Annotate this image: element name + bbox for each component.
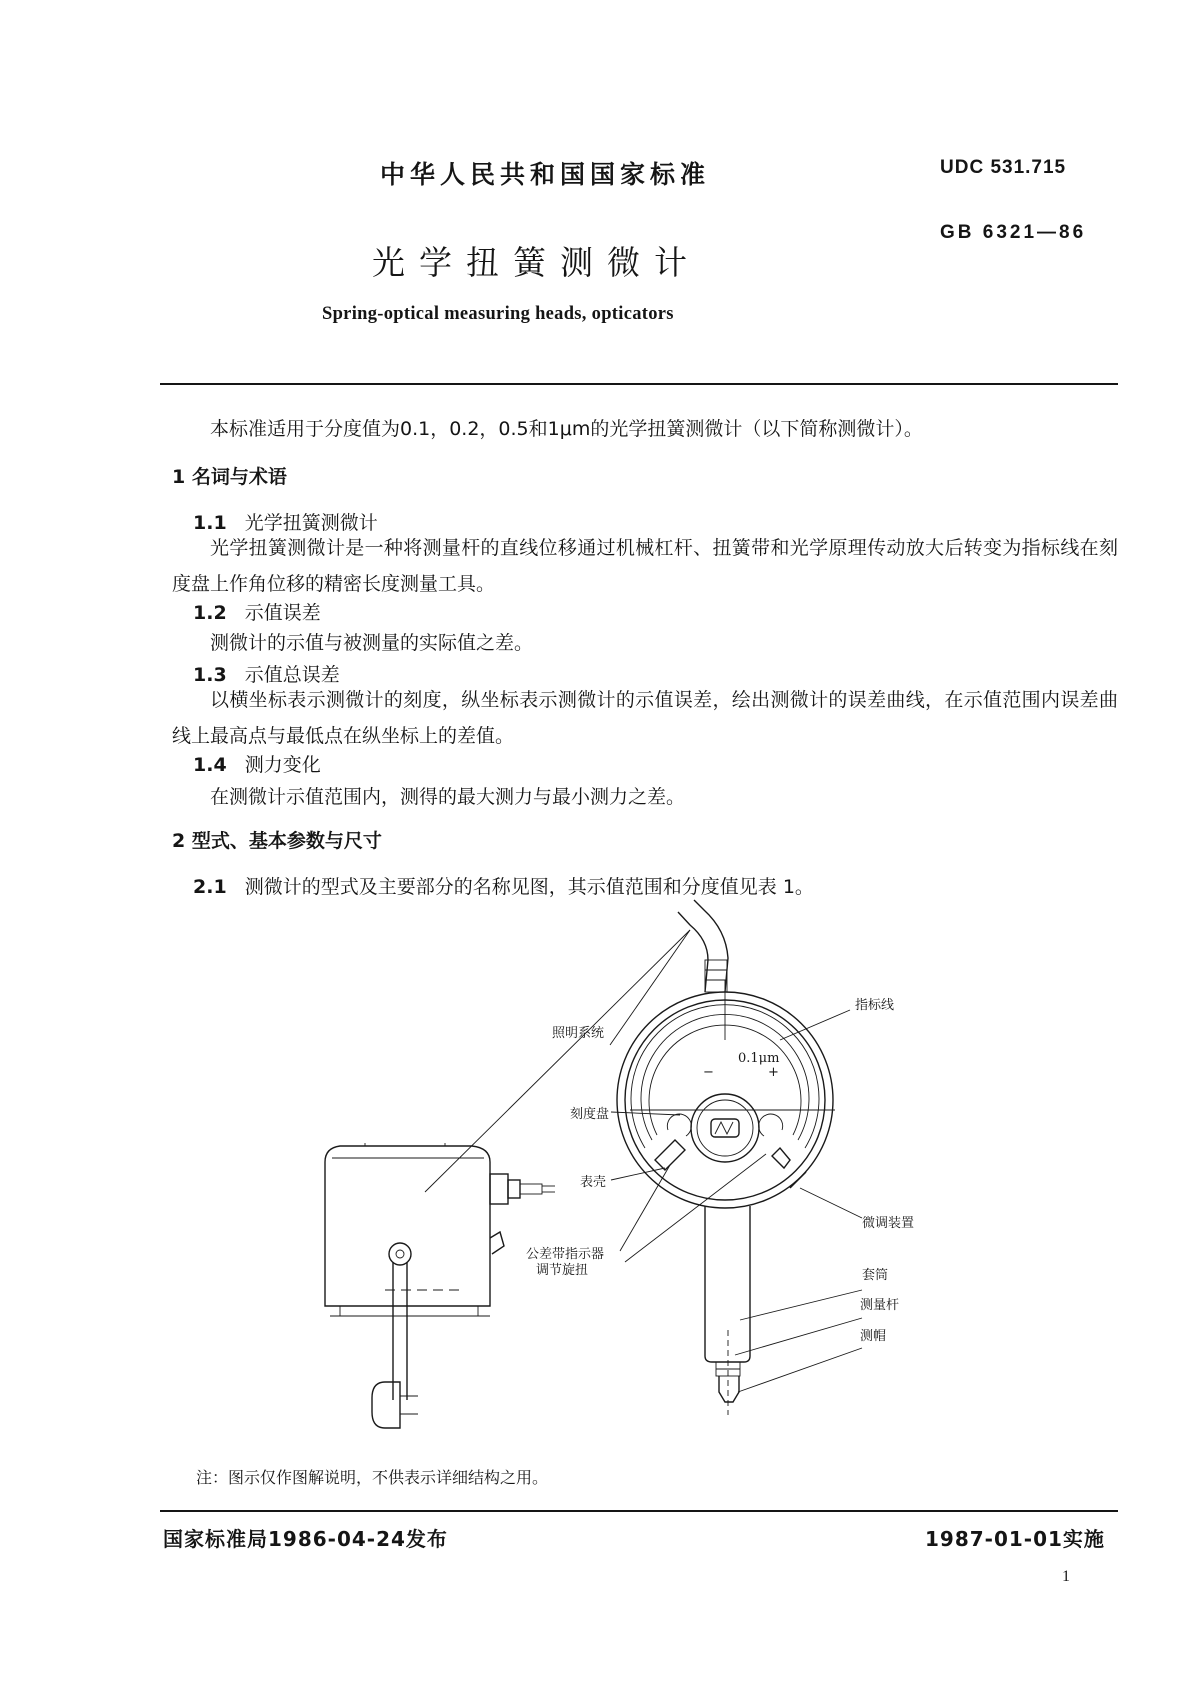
label-measuring-cap: 测帽 (860, 1329, 887, 1344)
dial-head (617, 980, 835, 1208)
item-1-1-definition: 光学扭簧测微计是一种将测量杆的直线位移通过机械杠杆、扭簧带和光学原理传动放大后转变为指标线在刻度盘上作角位移的精密长度测量工具。 (172, 537, 1118, 595)
item-number: 1.4 (193, 754, 227, 776)
item-term: 示值总误差 (244, 664, 340, 686)
gb-number: GB 6321—86 (940, 222, 1087, 243)
label-measuring-rod: 测量杆 (860, 1298, 900, 1313)
intro-paragraph: 本标准适用于分度值为0.1，0.2，0.5和1μm的光学扭簧测微计（以下简称测微计）。 (210, 418, 923, 440)
label-lighting-system: 照明系统 (552, 1026, 605, 1041)
item-term: 测力变化 (244, 754, 321, 776)
label-dial: 刻度盘 (570, 1107, 610, 1122)
footer-rule (160, 1510, 1118, 1512)
item-number: 1.1 (193, 512, 227, 534)
label-sleeve: 套筒 (862, 1268, 889, 1283)
cable (678, 900, 728, 992)
page-number: 1 (1062, 1568, 1070, 1585)
item-number: 1.3 (193, 664, 227, 686)
item-number: 2.1 (193, 876, 227, 898)
doc-title: 光学扭簧测微计 (372, 243, 701, 282)
section1-heading: 1 名词与术语 (172, 466, 287, 488)
label-fine-adjust: 微调装置 (862, 1216, 915, 1231)
item-1-3-definition: 以横坐标表示测微计的刻度，纵坐标表示测微计的示值误差，绘出测微计的误差曲线，在示值范围内误差曲线上最高点与最低点在纵坐标上的差值。 (172, 689, 1118, 747)
lamp-housing (325, 1143, 555, 1428)
label-tolerance-knob-line2: 调节旋扭 (536, 1263, 589, 1278)
item-number: 1.2 (193, 602, 227, 624)
doc-title-en: Spring-optical measuring heads, opticators (322, 304, 674, 324)
sleeve-and-rod (705, 1206, 750, 1415)
item-term: 示值误差 (244, 602, 321, 624)
dial-plus-sign: + (768, 1065, 779, 1080)
udc-code: UDC 531.715 (940, 157, 1067, 178)
item-1-2-definition: 测微计的示值与被测量的实际值之差。 (210, 632, 534, 654)
label-tolerance-knob-line1: 公差带指示器 (526, 1247, 605, 1262)
label-case: 表壳 (580, 1175, 607, 1190)
section2-heading: 2 型式、基本参数与尺寸 (172, 830, 382, 852)
org-title: 中华人民共和国国家标准 (380, 160, 711, 189)
dial-unit-label: 0.1μm (738, 1051, 780, 1066)
effective-date: 1987-01-01实施 (925, 1527, 1105, 1551)
item-text: 测微计的型式及主要部分的名称见图，其示值范围和分度值见表 1。 (244, 876, 814, 898)
item-term: 光学扭簧测微计 (244, 512, 378, 534)
item-1-4-definition: 在测微计示值范围内，测得的最大测力与最小测力之差。 (210, 786, 686, 808)
figure-note: 注：图示仅作图解说明，不供表示详细结构之用。 (196, 1468, 549, 1487)
dial-minus-sign: − (703, 1065, 714, 1080)
label-pointer-line: 指标线 (855, 998, 895, 1013)
issued-date: 国家标准局1986-04-24发布 (163, 1527, 448, 1551)
